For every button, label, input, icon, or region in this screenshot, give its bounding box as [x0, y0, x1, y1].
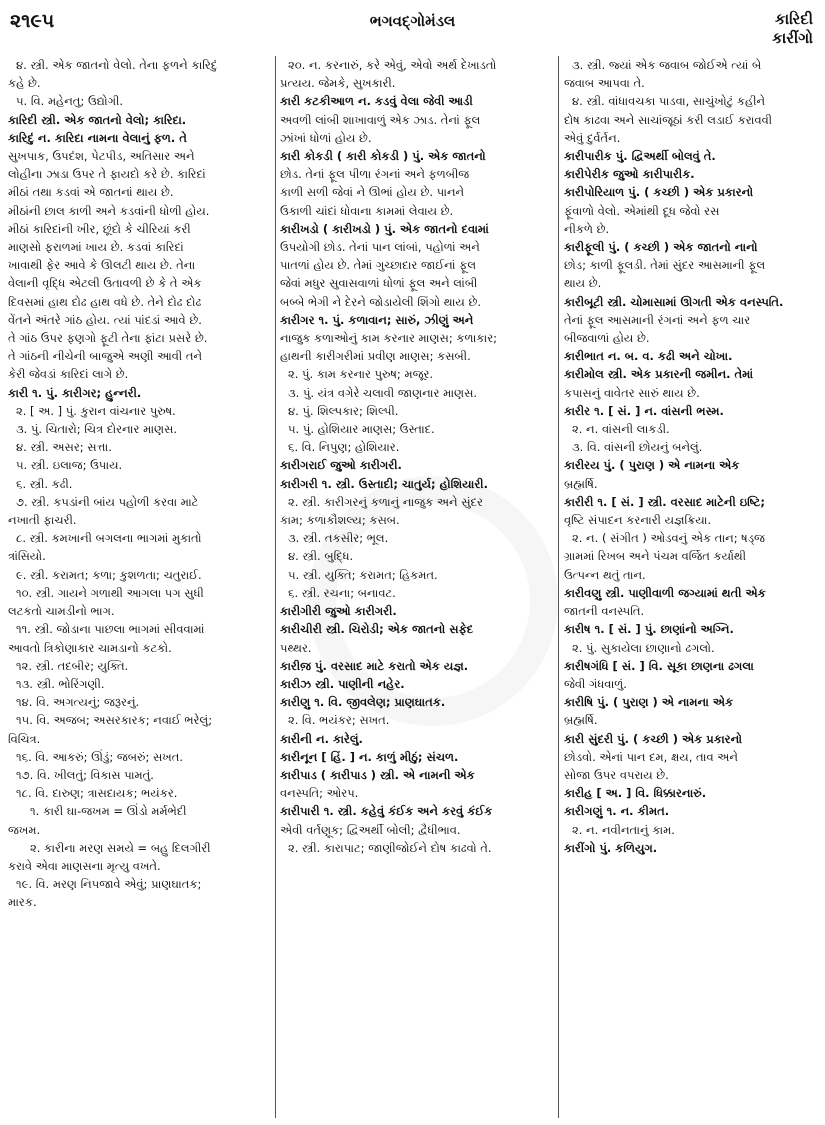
entry-headline: કારીપેરીક જુઓ કારીપારીક. — [564, 167, 695, 182]
entry-line: ૨. ન. નવીનતાનું કામ. — [572, 822, 675, 837]
entry-headline: કારીગણું ૧. ન. કીમત. — [564, 804, 670, 819]
entry-headline: કારીપોરિયાળ પું. ( કચ્છી ) એક પ્રકારનો — [564, 185, 754, 200]
entry-line: ૧૮. વિ. દારુણ; ત્રાસદાયક; ભયંકર. — [16, 786, 178, 801]
running-head: ભગવદ્ગોમંડલ — [369, 12, 456, 30]
entry-headline: કારી કોકડી ( કારી કોકડી ) પું. એક જાતનો — [280, 149, 486, 164]
entry-line: આવતો ત્રિકોણાકાર ચામડાનો કટકો. — [8, 640, 172, 655]
entry-line: ૧૯. વિ. મરણ નિપજાવે એવું; પ્રાણઘાતક; — [16, 877, 202, 892]
entry-line: જાતની વનસ્પતિ. — [564, 604, 645, 619]
column-2 — [280, 56, 552, 1118]
entry-headline: કારી કટકીઆળ ન. કડવું વેલા જેવી આડી — [280, 94, 473, 109]
entry-line: ત્રાંસિયો. — [8, 549, 46, 564]
entry-line: મીઠાં કારિદાંની ખીર, છૂંદો કે ચીરિયાં કરી — [8, 221, 191, 236]
entry-line: કાળી સળી જેવાં ને ઊભાં હોય છે. પાનને — [280, 185, 465, 200]
entry-headline: કારીબૂટી સ્ત્રી. ચોમાસામાં ઊગતી એક વનસ્પતિ. — [564, 294, 784, 309]
entry-line: ૩. સ્ત્રી. તકસીર; ભૂલ. — [288, 531, 389, 546]
column-3 — [564, 56, 819, 1118]
guide-word-last: કારીંગો — [771, 29, 813, 47]
entry-line: હાથની કારીગરીમાં પ્રવીણ માણસ; કસબી. — [280, 349, 471, 364]
entry-line: અવળી લાંબી શાખાવાળું એક ઝાડ. તેનાં ફૂલ — [280, 112, 481, 127]
entry-line: છોડવો. એનાં પાન દમ, ક્ષય, તાવ અને — [564, 749, 739, 764]
entry-headline: કારીનૂન [ હિં. ] ન. કાળું મીઠું; સંચળ. — [280, 749, 459, 764]
entry-line: કામ; કળાકૌશલ્ય; કસબ. — [280, 513, 400, 528]
entry-headline: કારીઝ સ્ત્રી. પાણીની નહેર. — [280, 676, 405, 691]
entry-line: ૨. સ્ત્રી. કારાપાટ; જાણીજોઈને દોષ કાઢવો તે. — [288, 840, 492, 855]
entry-line: ૬. સ્ત્રી. રચના; બનાવટ. — [288, 585, 396, 600]
entry-headline: કારીભાત ન. બ. વ. કઢી અને ચોખા. — [564, 349, 733, 364]
entry-headline: કારીની ન. કારેલું. — [280, 731, 363, 746]
entry-headline: કારીમોલ સ્ત્રી. એક પ્રકારની જમીન. તેમાં — [564, 367, 754, 382]
entry-headline: કારીફૂલી પું. ( કચ્છી ) એક જાતનો નાનો — [564, 240, 758, 255]
entry-line: ૫. પું. હોશિયાર માણસ; ઉસ્તાદ. — [288, 422, 435, 437]
entry-line: એવી વર્તણૂક; દ્વિઅર્થી બોલી; દ્વૈધીભાવ. — [280, 822, 461, 837]
entry-line: તે ગાંઠ ઉપર ફણગો ફૂટી તેના ફાંટા પ્રસરે છે. — [8, 331, 208, 346]
column-divider — [275, 56, 276, 1118]
entry-line: પાતળાં હોય છે. તેમાં ગુચ્છાદાર જાઈનાં ફૂલ — [280, 258, 477, 273]
entry-line: જેવાં મધુર સુવાસવાળાં ધોળાં ફૂલ અને લાંબી — [280, 276, 478, 291]
entry-line: ૬. સ્ત્રી. કઢી. — [16, 476, 73, 491]
entry-line: ઉપયોગી છોડ. તેનાં પાન લાંબાં, પહોળાં અને — [280, 240, 480, 255]
entry-line: ૫. વિ. મહેનતુ; ઉદ્યોગી. — [16, 94, 124, 109]
entry-line: ૨. પું. સુકાયેલા છાણાનો ઢગલો. — [572, 640, 715, 655]
entry-headline: કારીગરાઈ જુઓ કારીગરી. — [280, 458, 402, 473]
entry-headline: કારીપારી ૧. સ્ત્રી. કહેવું કંઈક અને કરવું કંઈક — [280, 804, 493, 819]
entry-headline: કારીષગંધિ [ સં. ] વિ. સૂકા છાણના ઢગલા — [564, 658, 754, 673]
entry-headline: કારી ૧. પું. કારીગર; હુન્નરી. — [8, 385, 142, 400]
entry-headline: કારીણુ ૧. વિ. જીવલેણ; પ્રાણઘાતક. — [280, 695, 446, 710]
entry-line: ૧૭. વિ. ખીલતું; વિકાસ પામતું. — [16, 767, 154, 782]
page-header — [8, 8, 817, 56]
entry-line: ૧૩. સ્ત્રી. ભોરિંગણી. — [16, 676, 105, 691]
entry-headline: કારિદું ન. કારિદા નામના વેલાનું ફળ. તે — [8, 130, 187, 145]
entry-line: ગ્રામમાં રિખબ અને પંચમ વર્જિત કર્યાથી — [564, 549, 746, 564]
entry-headline: કારીર ૧. [ સં. ] ન. વાંસની ભસ્મ. — [564, 403, 724, 418]
entry-headline: કારીચીરી સ્ત્રી. ચિરોડી; એક જાતનો સફેદ — [280, 622, 474, 637]
entry-line: ૬. વિ. નિપુણ; હોશિયાર. — [288, 440, 400, 455]
entry-line: ૫. સ્ત્રી. યુક્તિ; કરામત; હિકમત. — [288, 567, 438, 582]
entry-line: ૩. પું. યંત્ર વગેરે ચલાવી જાણનાર માણસ. — [288, 385, 478, 400]
page-number: ૨૧૯૫ — [10, 10, 55, 32]
entry-line: ૧૦. સ્ત્રી. ગાયને ગળાથી આગલા પગ સુધી — [16, 585, 204, 600]
entry-line: ઉકાળી ચાંદાં ધોવાના કામમાં લેવાય છે. — [280, 203, 454, 218]
guide-word-first: કારિદી — [774, 10, 813, 28]
entry-line: પ્રત્યય. જેમકે, સુખકારી. — [280, 76, 396, 91]
entry-line: મારક. — [8, 895, 37, 910]
entry-line: ઝાંખાં ધોળાં હોય છે. — [280, 130, 372, 145]
entry-headline: કારી સુંદરી પું. ( કચ્છી ) એક પ્રકારનો — [564, 731, 743, 746]
entry-line: મીઠાંની છાલ કાળી અને કડવાંની ધોળી હોય. — [8, 203, 210, 218]
entry-line: ૭. સ્ત્રી. કપડાંની બાંય પહોળી કરવા માટે — [16, 494, 199, 509]
entry-headline: કારીહ [ અ. ] વિ. ધિક્કારનારું. — [564, 786, 707, 801]
entry-line: છોડ; કાળી ફૂલડી. તેમાં સુંદર આસમાની ફૂલ — [564, 258, 766, 273]
entry-line: ૧૪. વિ. અગત્યનું; જરૂરનું. — [16, 695, 140, 710]
entry-line: ઉત્પન્ન થતું તાન. — [564, 567, 646, 582]
entry-line: બીજવાળાં હોય છે. — [564, 331, 650, 346]
entry-line: ૧. કારી ઘા-જખમ = ઊંડો મર્મભેદી — [30, 804, 187, 819]
entry-line: નીકળે છે. — [564, 221, 610, 236]
entry-line: સુખપાક, ઉપદંશ, પેટપીડ, અતિસાર અને — [8, 149, 195, 164]
entry-line: એવું દુર્વર્તન. — [564, 130, 621, 145]
entry-line: પથ્થર. — [280, 640, 312, 655]
entry-headline: કારીપાડ ( કારીપાડ ) સ્ત્રી. એ નામની એક — [280, 767, 475, 782]
entry-headline: કારીવણુ સ્ત્રી. પાણીવાળી જગ્યામાં થતી એક — [564, 585, 766, 600]
entry-line: ૧૫. વિ. અજબ; અસરકારક; નવાઈ ભરેલું; — [16, 713, 213, 728]
entry-line: ૨૦. ન. કરનારું, કરે એવું, એવો અર્થ દેખાડતો — [288, 58, 497, 72]
entry-line: ૨. વિ. ભયંકર; સખત. — [288, 713, 390, 728]
guide-words — [772, 10, 813, 48]
entry-line: ૫. સ્ત્રી. ઇલાજ; ઉપાય. — [16, 458, 123, 473]
entry-headline: કારીષિ પું. ( પુરાણ ) એ નામના એક — [564, 695, 734, 710]
entry-line: વેલાની વૃદ્ધિ એટલી ઉતાવળી છે કે તે એક — [8, 276, 202, 291]
entry-line: કેરી જેવડાં કારિદાં લાગે છે. — [8, 367, 129, 382]
entry-line: ૯. સ્ત્રી. કરામત; કળા; કુશળતા; ચતુરાઈ. — [16, 567, 202, 582]
entry-line: ૨. ન. વાંસની લાકડી. — [572, 422, 670, 437]
entry-headline: કારીષ ૧. [ સં. ] પું. છાણાંનો અગ્નિ. — [564, 622, 734, 637]
entry-line: વનસ્પતિ; ઓરપ. — [280, 786, 359, 801]
entry-line: ૨. ન. ( સંગીત ) ઓડવનું એક તાન; ષડ્જ — [572, 531, 765, 546]
entry-headline: કારીરી ૧. [ સં. ] સ્ત્રી. વરસાદ માટેની ઇષ્ટિ; — [564, 494, 765, 509]
entry-line: કહે છે. — [8, 76, 41, 91]
entry-line: કપાસનું વાવેતર સારું થાય છે. — [564, 385, 700, 400]
entry-headline: કારીગર ૧. પું. કળાવાન; સારું, ઝીણું અને — [280, 312, 474, 327]
entry-line: ૨. [ અ. ] પું. કુરાન વાંચનાર પુરુષ. — [16, 403, 176, 418]
entry-line: નાજુક કળાઓનું કામ કરનાર માણસ; કળાકાર; — [280, 331, 498, 346]
entry-line: ૩. પું. ચિતારો; ચિત્ર દોરનાર માણસ. — [16, 422, 178, 437]
entry-headline: કારીગરી ૧. સ્ત્રી. ઉસ્તાદી; ચાતુર્ય; હોશિયારી. — [280, 476, 488, 491]
entry-headline: કારીપારીક પું. દ્વિઅર્થી બોલવું તે. — [564, 149, 716, 164]
entry-line: બ્રહ્મર્ષિ. — [564, 476, 598, 491]
entry-line: થાય છે. — [564, 276, 602, 291]
entry-line: કરાવે એવા માણસના મૃત્યુ વખતે. — [8, 858, 161, 873]
entry-line: છોડ. તેનાં ફૂલ પીળા રંગનાં અને ફળબીજ — [280, 167, 470, 182]
entry-line: બ્રહ્મર્ષિ. — [564, 713, 598, 728]
entry-line: નખાતી ફાચરી. — [8, 513, 77, 528]
entry-line: તેનાં ફૂલ આસમાની રંગનાં અને ફળ ચાર — [564, 312, 751, 327]
entry-line: માણસો ફરાળમાં ખાય છે. કડવાં કારિદાં — [8, 240, 184, 255]
entry-line: ખાવાથી ફેર આવે કે ઊલટી થાય છે. તેના — [8, 258, 196, 273]
entry-line: જખમ. — [8, 822, 41, 837]
entry-line: સોજા ઉપર વપરાય છે. — [564, 767, 669, 782]
entry-headline: કારીજ઼ પું. વરસાદ માટે કરાતો એક યજ્ઞ. — [280, 658, 469, 673]
entry-line: ૪. સ્ત્રી. વાંધાવચકા પાડવા, સાચુંખોટું કહીને — [572, 94, 766, 109]
entry-line: ૧૧. સ્ત્રી. જોડાના પાછલા ભાગમાં સીવવામાં — [16, 622, 205, 637]
entry-line: ૧૨. સ્ત્રી. તદબીર; યુક્તિ. — [16, 658, 129, 673]
entry-line: ૪. સ્ત્રી. અસર; સત્તા. — [16, 440, 112, 455]
entry-line: બબ્બે ભેગી ને દેરને જોડાયેલી શિંગો થાય છે. — [280, 294, 482, 309]
entry-line: ૮. સ્ત્રી. કમખાની બગલના ભાગમાં મુકાતો — [16, 531, 202, 546]
entry-line: ૩. સ્ત્રી. જ્યાં એક જવાબ જોઈએ ત્યાં બે — [572, 58, 762, 72]
entry-line: ૨. પું. કામ કરનાર પુરુષ; મજૂર. — [288, 367, 434, 382]
entry-line: વેંતને અંતરે ગાંઠ હોય. ત્યાં પાંદડાં આવે છે. — [8, 312, 202, 327]
entry-line: દિવસમાં હાથ દોઢ હાથ વધે છે. તેને દોઢ દોઢ — [8, 294, 202, 309]
entry-line: ૪. સ્ત્રી. બુદ્ધિ. — [288, 549, 354, 564]
entry-line: વિચિત્ર. — [8, 731, 41, 746]
entry-line: ૨. કારીના મરણ સમયે = બહુ દિલગીરી — [30, 840, 211, 855]
entry-headline: કારીગીરી જુઓ કારીગરી. — [280, 604, 397, 619]
entry-line: તે ગાંઠની નીચેની બાજુએ અણી આવી તને — [8, 349, 203, 364]
entry-line: જેવી ગંધવાળું. — [564, 676, 627, 691]
entry-headline: કારીંગો પું. કળિયુગ. — [564, 840, 658, 855]
column-1 — [8, 56, 270, 1118]
entry-line: ૧૬. વિ. આકરું; ઊંડું; જબરું; સખત. — [16, 749, 184, 764]
entry-line: દોષ કાઢવા અને સાચાંજૂઠાં કરી લડાઈ કરાવવી — [564, 112, 773, 127]
entry-line: ૨. સ્ત્રી. કારીગરનું કળાનું નાજુક અને સુંદર — [288, 494, 483, 509]
entry-line: ૪. પું. શિલ્પકાર; શિલ્પી. — [288, 403, 399, 418]
entry-headline: કારિદી સ્ત્રી. એક જાતનો વેલો; કારિદા. — [8, 112, 187, 127]
column-divider — [558, 56, 559, 1118]
entry-line: મીઠાં તથા કડવાં એ જાતનાં થાય છે. — [8, 185, 174, 200]
entry-headline: કારીખડો ( કારીખડો ) પું. એક જાતનો દવામાં — [280, 221, 489, 236]
entry-line: લોહીના ઝાડા ઉપર તે ફાયદો કરે છે. કારિદાં — [8, 167, 206, 182]
entry-line: ૩. વિ. વાંસની છોયનું બનેલું. — [572, 440, 703, 455]
entry-line: લટકતો ચામડીનો ભાગ. — [8, 604, 115, 619]
columns — [8, 56, 817, 1118]
entry-line: ફૂંવાળો વેલો. એમાંથી દૂધ જેવો રસ — [564, 203, 720, 218]
entry-headline: કારીરય પું. ( પુરાણ ) એ નામના એક — [564, 458, 740, 473]
entry-line: વૃષ્ટિ સંપાદન કરનારી યજ્ઞક્રિયા. — [564, 513, 712, 528]
entry-line: જવાબ આપવા તે. — [564, 76, 645, 91]
entry-line: ૪. સ્ત્રી. એક જાતનો વેલો. તેના ફળને કારિદું — [16, 58, 218, 72]
